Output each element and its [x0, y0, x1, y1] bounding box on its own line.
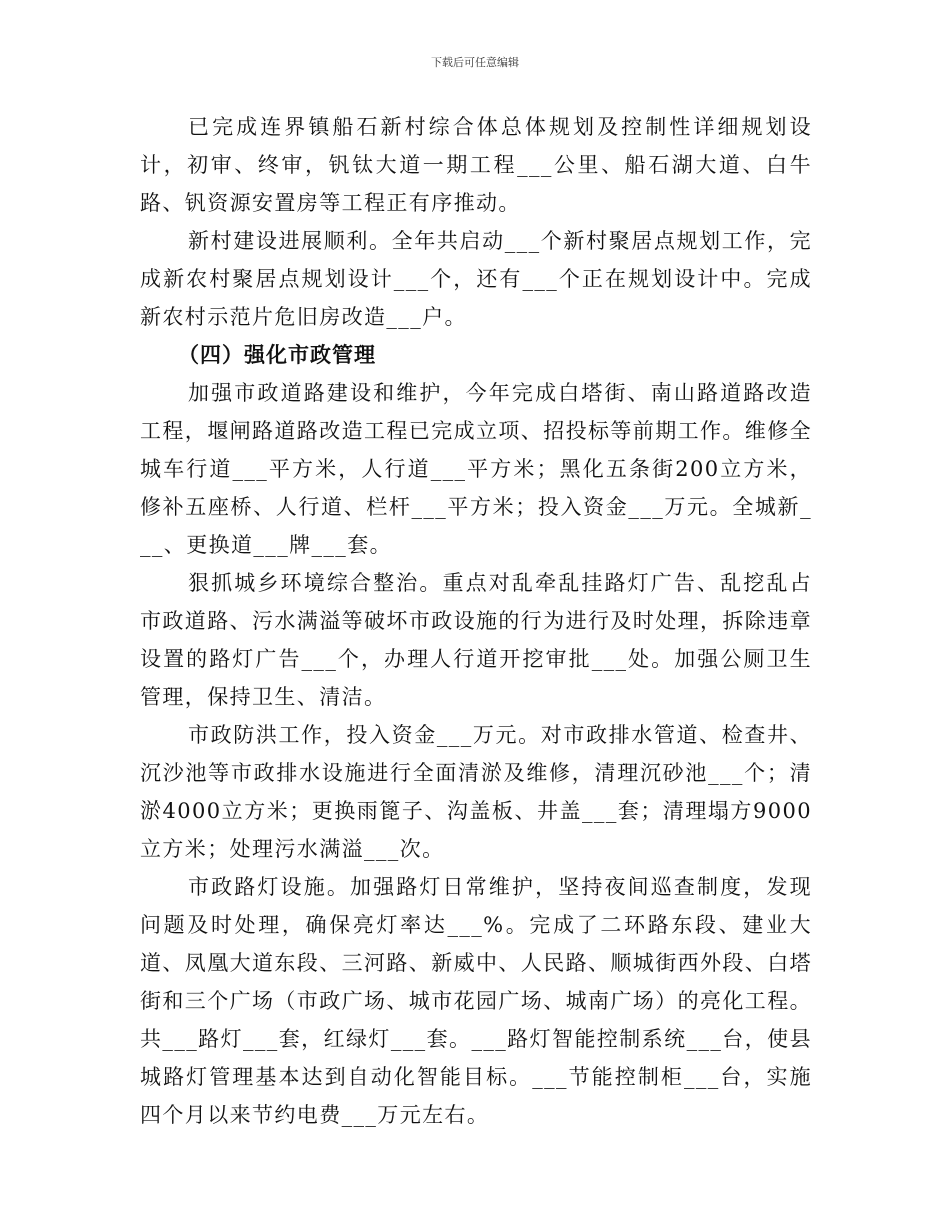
paragraph-street-lighting: 市政路灯设施。加强路灯日常维护，坚持夜间巡查制度，发现问题及时处理，确保亮灯率达___%。完成了二环路东段、建业大道、凤凰大道东段、三河路、新威中、人民路、顺城街西外段、白塔街和三个广场（市政广场、城市花园广场、城南广场）的亮化工程。共___路灯___套，红绿灯___套。___路灯智能控制系统___台，使县城路灯管理基本达到自动化智能目标。___节能控制柜___台，实施四个月以来节约电费___万元左右。	[140, 875, 812, 1127]
page-header-note: 下载后可任意编辑	[431, 56, 519, 69]
paragraph-environment-rectification: 狠抓城乡环境综合整治。重点对乱牵乱挂路灯广告、乱挖乱占市政道路、污水满溢等破坏市政设施的行为进行及时处理，拆除违章设置的路灯广告___个，办理人行道开挖审批___处。加强公厕卫生管理，保持卫生、清洁。	[140, 571, 812, 709]
section-heading: （四）强化市政管理	[178, 343, 376, 367]
document-body	[140, 108, 812, 1134]
paragraph-village-construction: 新村建设进展顺利。全年共启动___个新村聚居点规划工作，完成新农村聚居点规划设计___个，还有___个正在规划设计中。完成新农村示范片危旧房改造___户。	[140, 229, 812, 329]
paragraph-town-planning: 已完成连界镇船石新村综合体总体规划及控制性详细规划设计，初审、终审，钒钛大道一期工程___公里、船石湖大道、白牛路、钒资源安置房等工程正有序推动。	[140, 115, 812, 215]
paragraph-flood-control: 市政防洪工作，投入资金___万元。对市政排水管道、检查井、沉沙池等市政排水设施进行全面清淤及维修，清理沉砂池___个；清淤4000立方米；更换雨篦子、沟盖板、井盖___套；清理塌方9000立方米；处理污水满溢___次。	[140, 723, 812, 861]
paragraph-road-maintenance: 加强市政道路建设和维护，今年完成白塔街、南山路道路改造工程，堰闸路道路改造工程已完成立项、招投标等前期工作。维修全城车行道___平方米，人行道___平方米；黑化五条街200立方米，修补五座桥、人行道、栏杆___平方米；投入资金___万元。全城新___、更换道___牌___套。	[140, 381, 812, 557]
